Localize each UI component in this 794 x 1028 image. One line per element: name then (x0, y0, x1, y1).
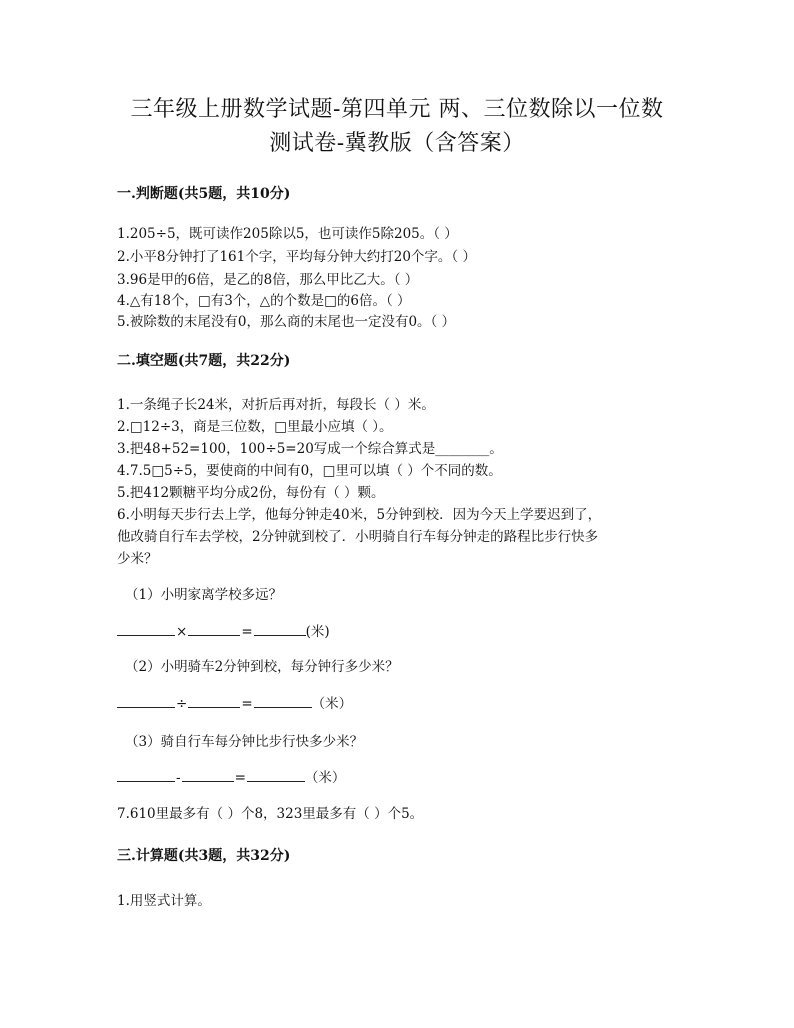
section-heading-true-false: 一.判断题(共5题，共10分) (117, 186, 291, 202)
page-title-line-1: 三年级上册数学试题-第四单元 两、三位数除以一位数 (130, 97, 664, 122)
answer-blank[interactable] (117, 767, 175, 782)
equals-sign: = (234, 770, 246, 786)
answer-blank[interactable] (188, 621, 240, 636)
answer-blank[interactable] (254, 693, 312, 708)
section-heading-fill-blank: 二.填空题(共7题，共22分) (117, 353, 291, 369)
question-item: 4.△有18个，□有3个，△的个数是□的6倍。（ ） (117, 293, 411, 309)
question-item: 3.96是甲的6倍，是乙的8倍，那么甲比乙大。（ ） (117, 272, 419, 288)
question-item: 1.一条绳子长24米，对折后再对折，每段长（ ）米。 (117, 397, 435, 413)
answer-row-1 (117, 620, 330, 640)
answer-row-2 (117, 692, 352, 712)
unit-label: （米） (304, 770, 346, 786)
answer-blank[interactable] (188, 693, 240, 708)
answer-blank[interactable] (254, 621, 306, 636)
sub-question-2: （2）小明骑车2分钟到校，每分钟行多少米？ (125, 659, 399, 675)
answer-blank[interactable] (247, 767, 305, 782)
multiply-sign: × (176, 624, 188, 640)
question-6-line-2: 他改骑自行车去学校，2分钟就到校了．小明骑自行车每分钟走的路程比步行快多 (117, 529, 599, 545)
unit-label: (米) (305, 624, 330, 640)
question-6-line-1: 6.小明每天步行去上学，他每分钟走40米，5分钟到校．因为今天上学要迟到了， (117, 507, 602, 523)
question-item: 2.□12÷3，商是三位数，□里最小应填（ ）。 (117, 419, 393, 435)
question-item: 5.被除数的末尾没有0，那么商的末尾也一定没有0。（ ） (117, 314, 456, 330)
answer-row-3 (117, 766, 345, 786)
section-heading-calculation: 三.计算题(共3题，共32分) (117, 848, 291, 864)
answer-blank[interactable] (182, 767, 234, 782)
question-item: 3.把48+52=100，100÷5=20写成一个综合算式是________。 (117, 441, 503, 457)
equals-sign: = (241, 696, 253, 712)
question-6-line-3: 少米？ (117, 551, 158, 567)
question-item: 2.小平8分钟打了161个字，平均每分钟大约打20个字。（ ） (117, 249, 476, 265)
sub-question-1: （1）小明家离学校多远？ (125, 587, 283, 603)
question-item: 1.205÷5，既可读作205除以5，也可读作5除205。（ ） (117, 226, 458, 242)
answer-blank[interactable] (117, 693, 175, 708)
question-item: 1.用竖式计算。 (117, 893, 211, 909)
unit-label: （米） (311, 696, 353, 712)
minus-sign: - (176, 770, 181, 786)
equals-sign: = (241, 624, 253, 640)
page-title-line-2: 测试卷-冀教版（含答案） (269, 131, 525, 156)
sub-question-3: （3）骑自行车每分钟比步行快多少米？ (125, 734, 364, 750)
answer-blank[interactable] (117, 621, 175, 636)
divide-sign: ÷ (176, 696, 188, 712)
question-item: 4.7.5□5÷5，要使商的中间有0，□里可以填（ ）个不同的数。 (117, 463, 502, 479)
question-item: 7.610里最多有（ ）个8，323里最多有（ ）个5。 (117, 806, 424, 822)
question-item: 5.把412颗糖平均分成2份，每份有（ ）颗。 (117, 485, 385, 501)
